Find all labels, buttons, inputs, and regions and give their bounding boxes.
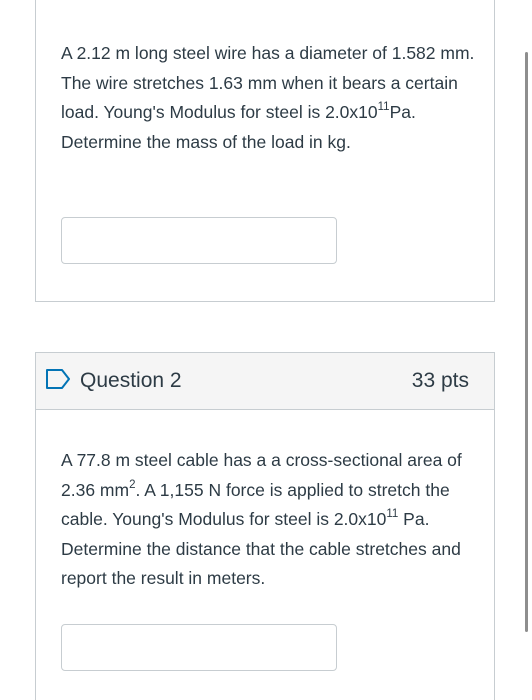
page-scrollbar[interactable] — [525, 52, 528, 632]
question-2-points: 33 pts — [411, 369, 469, 392]
question-1-answer-input[interactable] — [61, 217, 337, 264]
question-2-answer-input[interactable] — [61, 624, 337, 671]
question-1-card — [35, 0, 495, 302]
exponent: 2 — [129, 478, 136, 491]
question-2-header — [36, 353, 494, 410]
question-1-text: A 2.12 m long steel wire has a diameter of 1.582 mm. The wire stretches 1.63 mm when it bears a certain load. Young's Modulus for steel is $2.0x10^{11}Pa$. Determine the mass of the load in kg. — [61, 43, 475, 152]
question-2-title: Question 2 — [80, 369, 182, 392]
bookmark-flag-icon[interactable] — [45, 368, 71, 390]
exponent: 11 — [377, 101, 390, 114]
exponent: 11 — [386, 508, 399, 521]
question-2-card — [35, 352, 495, 700]
question-2-text: A 77.8 m steel cable has a a cross-sectional area of 2.36 $mm^2$. A 1,155 N force is applied to stretch the cable. Young's Modulus for steel is $2.0x10^{11}$ Pa. Determine the distance that the cable stretches and report the result in meters. — [61, 450, 462, 588]
